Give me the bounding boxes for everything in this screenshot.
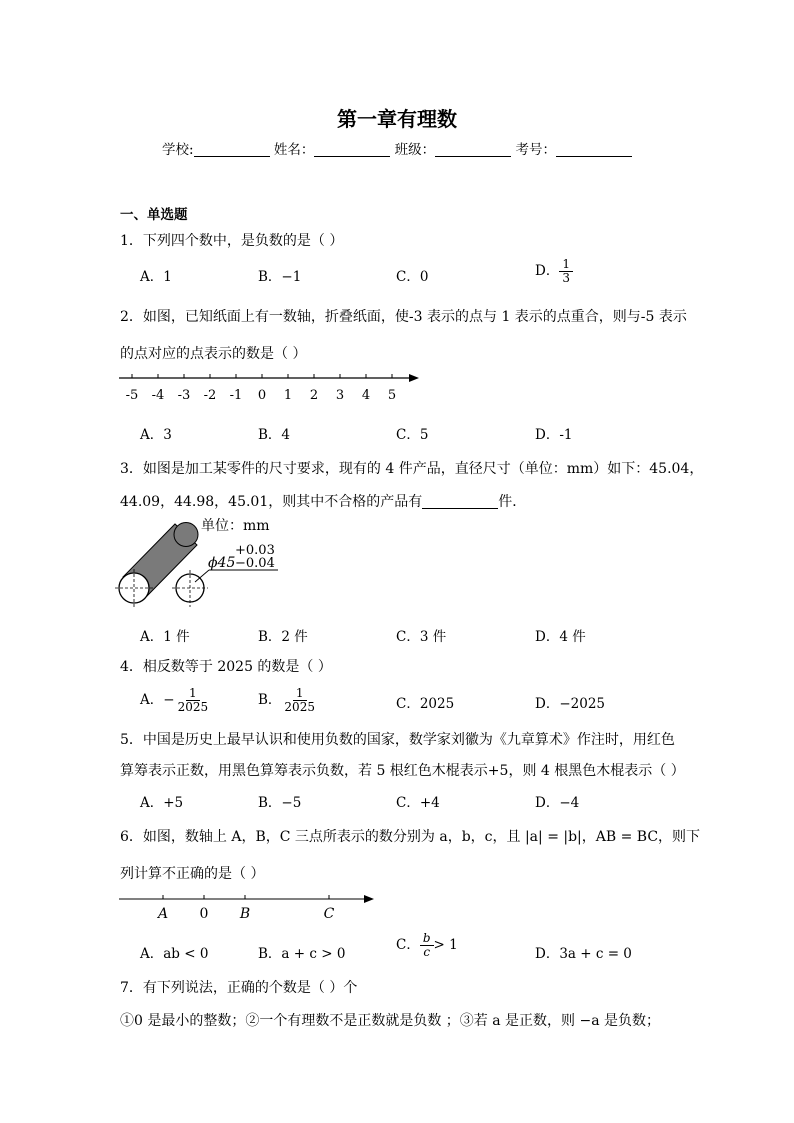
q6-option-b: B．a + c > 0: [258, 946, 346, 962]
q3-part-figure: [115, 512, 290, 612]
q1-option-d: [535, 258, 573, 285]
q1-option-c: C．0: [396, 269, 429, 285]
q2-option-b: B．4: [258, 427, 291, 443]
figure-upper-tolerance: +0.03: [235, 543, 275, 558]
fraction-denominator: 2025: [177, 700, 209, 714]
q4-option-b: [258, 687, 318, 714]
q6-axis-label: 0: [199, 906, 209, 922]
student-info-line: [0, 138, 794, 158]
q1-option-a: A．1: [140, 269, 172, 285]
q7-statements: ①0 是最小的整数；②一个有理数不是正数就是负数 ；③若 a 是正数，则 −a 是负数；: [120, 1013, 661, 1029]
school-blank[interactable]: [194, 142, 270, 157]
page-title: 第一章有理数: [337, 107, 457, 131]
q5-stem-line1: 5．中国是历史上最早认识和使用负数的国家，数学家刘徽为《九章算术》作注时，用红色: [120, 732, 675, 748]
figure-diameter-label: ϕ45: [208, 555, 236, 571]
section-heading: 一、单选题: [120, 207, 188, 223]
q6-option-c-label: C．: [396, 937, 420, 953]
q2-axis-label: 2: [309, 388, 319, 403]
q2-axis-label: 3: [335, 388, 345, 403]
q2-number-line: [115, 368, 425, 406]
q4-option-a-fraction: [175, 687, 212, 714]
q4-stem: 4．相反数等于 2025 的数是（ ）: [120, 659, 332, 675]
q4-option-c: C．2025: [396, 696, 455, 712]
q4-option-d: D．−2025: [535, 696, 605, 712]
q5-option-c: C．+4: [396, 795, 440, 811]
fraction-denominator: 3: [562, 271, 570, 285]
q3-stem-text: 44.09，44.98，45.01，则其中不合格的产品有: [120, 494, 423, 510]
q2-option-d: D．-1: [535, 427, 573, 443]
q6-option-d: D．3a + c = 0: [535, 946, 632, 962]
q6-axis-label: A: [157, 906, 169, 922]
q6-option-c: [396, 932, 458, 959]
school-label: 学校:: [162, 142, 194, 158]
figure-lower-tolerance: −0.04: [235, 556, 275, 571]
fraction-numerator: 1: [186, 687, 200, 701]
q2-axis-label: -5: [125, 388, 139, 403]
q6-stem-line1: 6．如图，数轴上 A，B，C 三点所表示的数分别为 a，b，c，且 |a| = |b|，AB = BC，则下: [120, 829, 701, 845]
fraction-numerator: b: [420, 932, 434, 946]
q2-stem-line2: 的点对应的点表示的数是（ ）: [120, 346, 307, 362]
class-label: 班级：: [394, 142, 436, 158]
q2-axis-label: 0: [257, 388, 267, 403]
q2-axis-label: -3: [177, 388, 191, 403]
q6-number-line: [115, 888, 380, 924]
q3-answer-blank[interactable]: [422, 494, 498, 509]
q1-option-d-label: D．: [535, 263, 560, 279]
q6-stem-line2: 列计算不正确的是（ ）: [120, 866, 265, 882]
q4-option-b-label: B．: [258, 692, 282, 708]
q5-option-b: B．−5: [258, 795, 302, 811]
q4-option-a: [140, 687, 211, 714]
q2-axis-label: 1: [283, 388, 293, 403]
q3-option-a: A．1 件: [140, 629, 190, 645]
fraction-numerator: 1: [293, 687, 307, 701]
cylinder-end-circle: [119, 573, 149, 603]
q2-axis-label: 5: [387, 388, 397, 403]
name-label: 姓名：: [273, 142, 315, 158]
q1-option-d-fraction: [559, 258, 573, 285]
q5-option-d: D．−4: [535, 795, 580, 811]
exam-number-blank[interactable]: [556, 142, 632, 157]
fraction-denominator: c: [423, 945, 431, 959]
q7-stem: 7．有下列说法，正确的个数是（ ）个: [120, 980, 358, 996]
q1-stem: 1．下列四个数中，是负数的是（ ）: [120, 233, 344, 249]
name-blank[interactable]: [314, 142, 390, 157]
q6-option-c-suffix: > 1: [433, 937, 458, 953]
q3-option-b: B．2 件: [258, 629, 308, 645]
q1-option-b: B．−1: [258, 269, 302, 285]
q2-axis-label: -4: [151, 388, 165, 403]
q2-axis-label: -1: [229, 388, 243, 403]
q6-axis-label: C: [323, 906, 335, 922]
arrow-head-icon: [364, 895, 374, 903]
q3-stem-suffix: 件．: [498, 494, 527, 510]
exam-number-label: 考号：: [515, 142, 556, 158]
q5-option-a: A．+5: [140, 795, 184, 811]
q2-option-c: C．5: [396, 427, 429, 443]
q3-option-d: D．4 件: [535, 629, 586, 645]
q2-stem-line1: 2．如图，已知纸面上有一数轴，折叠纸面，使-3 表示的点与 1 表示的点重合，则与-5 表示: [120, 309, 687, 325]
q3-stem-line1: 3．如图是加工某零件的尺寸要求，现有的 4 件产品，直径尺寸（单位：mm）如下：45.04，: [120, 461, 704, 477]
q2-axis-label: -2: [203, 388, 217, 403]
figure-unit-label: 单位：mm: [201, 518, 270, 534]
q6-option-c-fraction: [420, 932, 434, 959]
q4-option-b-fraction: [281, 687, 318, 714]
q2-axis-label: 4: [361, 388, 371, 403]
fraction-numerator: 1: [559, 258, 573, 272]
q5-stem-line2: 算筹表示正数，用黑色算筹表示负数，若 5 根红色木棍表示+5，则 4 根黑色木棍表示（ ）: [120, 763, 685, 779]
q6-option-a: A．ab < 0: [140, 946, 209, 962]
q2-option-a: A．3: [140, 427, 172, 443]
arrow-head-icon: [409, 374, 419, 382]
q3-stem-line2: [120, 491, 526, 511]
q4-option-a-label: A．−: [140, 692, 175, 708]
q3-option-c: C．3 件: [396, 629, 447, 645]
fraction-denominator: 2025: [284, 700, 315, 714]
q6-axis-label: B: [239, 906, 251, 922]
class-blank[interactable]: [435, 142, 511, 157]
